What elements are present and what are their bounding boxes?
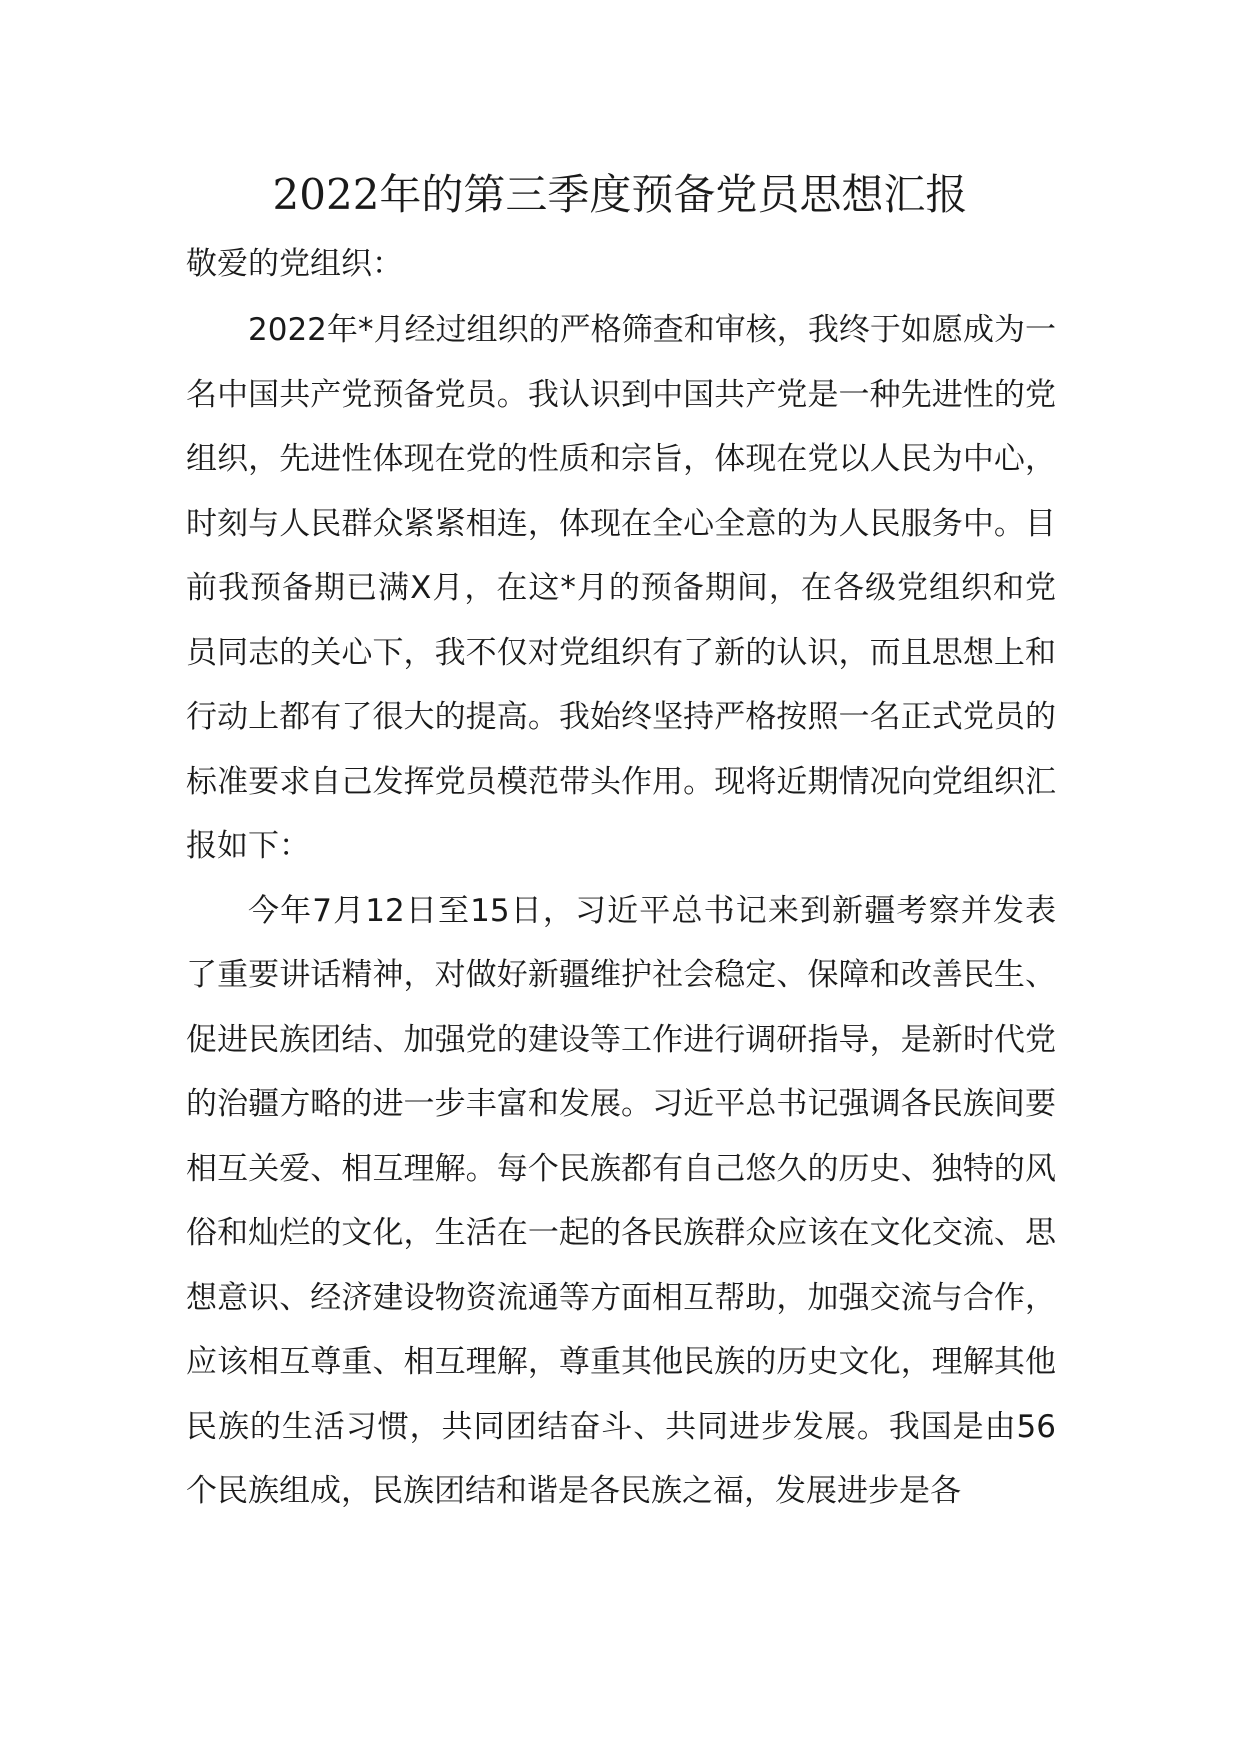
document-body [186, 298, 1056, 1524]
paragraph-2: 今年7月12日至15日，习近平总书记来到新疆考察并发表了重要讲话精神，对做好新疆维护社会稳定、保障和改善民生、促进民族团结、加强党的建设等工作进行调研指导，是新时代党的治疆方略的进一步丰富和发展。习近平总书记强调各民族间要相互关爱、相互理解。每个民族都有自己悠久的历史、独特的风俗和灿烂的文化，生活在一起的各民族群众应该在文化交流、思想意识、经济建设物资流通等方面相互帮助，加强交流与合作，应该相互尊重、相互理解，尊重其他民族的历史文化，理解其他民族的生活习惯，共同团结奋斗、共同进步发展。我国是由56个民族组成，民族团结和谐是各民族之福，发展进步是各 [186, 892, 1056, 1509]
document-title: 2022年的第三季度预备党员思想汇报 [272, 170, 968, 219]
paragraph-1: 2022年*月经过组织的严格筛查和审核，我终于如愿成为一名中国共产党预备党员。我认识到中国共产党是一种先进性的党组织，先进性体现在党的性质和宗旨，体现在党以人民为中心，时刻与人民群众紧紧相连，体现在全心全意的为人民服务中。目前我预备期已满X月，在这*月的预备期间，在各级党组织和党员同志的关心下，我不仅对党组织有了新的认识，而且思想上和行动上都有了很大的提高。我始终坚持严格按照一名正式党员的标准要求自己发挥党员模范带头作用。现将近期情况向党组织汇报如下： [186, 312, 1056, 864]
salutation: 敬爱的党组织： [186, 246, 403, 282]
